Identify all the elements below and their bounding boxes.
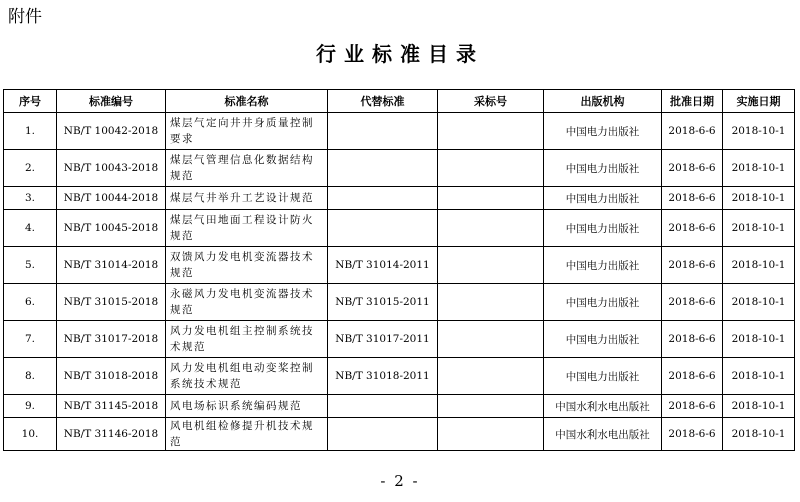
adopted-number xyxy=(438,395,544,418)
replaced-standard: NB/T 31017-2011 xyxy=(328,321,438,358)
standard-code: NB/T 10042-2018 xyxy=(57,113,166,150)
row-index: 2. xyxy=(4,150,57,187)
adopted-number xyxy=(438,418,544,451)
effective-date: 2018-10-1 xyxy=(723,395,795,418)
col-header-approval-date: 批准日期 xyxy=(662,90,723,113)
standard-name: 风力发电机组主控制系统技术规范 xyxy=(166,321,328,358)
attachment-label: 附件 xyxy=(8,7,42,27)
table-row xyxy=(4,150,795,187)
standard-name: 双馈风力发电机变流器技术规范 xyxy=(166,247,328,284)
replaced-standard: NB/T 31018-2011 xyxy=(328,358,438,395)
standard-name: 风力发电机组电动变桨控制系统技术规范 xyxy=(166,358,328,395)
standard-code: NB/T 31018-2018 xyxy=(57,358,166,395)
approval-date: 2018-6-6 xyxy=(662,321,723,358)
table-header-row xyxy=(4,90,795,113)
standard-code: NB/T 31015-2018 xyxy=(57,284,166,321)
col-header-name: 标准名称 xyxy=(166,90,328,113)
publisher: 中国电力出版社 xyxy=(544,113,662,150)
col-header-code: 标准编号 xyxy=(57,90,166,113)
col-header-replaces: 代替标准 xyxy=(328,90,438,113)
standard-code: NB/T 10044-2018 xyxy=(57,187,166,210)
row-index: 3. xyxy=(4,187,57,210)
table-row xyxy=(4,321,795,358)
approval-date: 2018-6-6 xyxy=(662,150,723,187)
adopted-number xyxy=(438,113,544,150)
replaced-standard xyxy=(328,187,438,210)
effective-date: 2018-10-1 xyxy=(723,284,795,321)
table-row xyxy=(4,284,795,321)
publisher: 中国电力出版社 xyxy=(544,358,662,395)
standard-code: NB/T 31145-2018 xyxy=(57,395,166,418)
adopted-number xyxy=(438,284,544,321)
col-header-adopted: 采标号 xyxy=(438,90,544,113)
row-index: 4. xyxy=(4,210,57,247)
approval-date: 2018-6-6 xyxy=(662,284,723,321)
standard-name: 永磁风力发电机变流器技术规范 xyxy=(166,284,328,321)
row-index: 10. xyxy=(4,418,57,451)
approval-date: 2018-6-6 xyxy=(662,210,723,247)
effective-date: 2018-10-1 xyxy=(723,358,795,395)
row-index: 6. xyxy=(4,284,57,321)
replaced-standard xyxy=(328,150,438,187)
publisher: 中国电力出版社 xyxy=(544,150,662,187)
approval-date: 2018-6-6 xyxy=(662,247,723,284)
adopted-number xyxy=(438,150,544,187)
publisher: 中国电力出版社 xyxy=(544,247,662,284)
adopted-number xyxy=(438,358,544,395)
standard-code: NB/T 10043-2018 xyxy=(57,150,166,187)
adopted-number xyxy=(438,247,544,284)
adopted-number xyxy=(438,321,544,358)
standard-name: 风电场标识系统编码规范 xyxy=(166,395,328,418)
standard-name: 煤层气定向井井身质量控制要求 xyxy=(166,113,328,150)
table-row xyxy=(4,210,795,247)
replaced-standard: NB/T 31014-2011 xyxy=(328,247,438,284)
publisher: 中国电力出版社 xyxy=(544,284,662,321)
adopted-number xyxy=(438,210,544,247)
standard-code: NB/T 31146-2018 xyxy=(57,418,166,451)
row-index: 1. xyxy=(4,113,57,150)
col-header-publisher: 出版机构 xyxy=(544,90,662,113)
row-index: 9. xyxy=(4,395,57,418)
approval-date: 2018-6-6 xyxy=(662,358,723,395)
table-row xyxy=(4,358,795,395)
publisher: 中国电力出版社 xyxy=(544,321,662,358)
publisher: 中国电力出版社 xyxy=(544,187,662,210)
approval-date: 2018-6-6 xyxy=(662,187,723,210)
effective-date: 2018-10-1 xyxy=(723,187,795,210)
col-header-index: 序号 xyxy=(4,90,57,113)
table-row xyxy=(4,113,795,150)
table-row xyxy=(4,418,795,451)
replaced-standard xyxy=(328,210,438,247)
table-row xyxy=(4,247,795,284)
effective-date: 2018-10-1 xyxy=(723,321,795,358)
standard-name: 煤层气管理信息化数据结构规范 xyxy=(166,150,328,187)
publisher: 中国水利水电出版社 xyxy=(544,395,662,418)
adopted-number xyxy=(438,187,544,210)
col-header-effective-date: 实施日期 xyxy=(723,90,795,113)
row-index: 7. xyxy=(4,321,57,358)
effective-date: 2018-10-1 xyxy=(723,418,795,451)
publisher: 中国水利水电出版社 xyxy=(544,418,662,451)
standard-code: NB/T 10045-2018 xyxy=(57,210,166,247)
approval-date: 2018-6-6 xyxy=(662,395,723,418)
approval-date: 2018-6-6 xyxy=(662,418,723,451)
effective-date: 2018-10-1 xyxy=(723,113,795,150)
effective-date: 2018-10-1 xyxy=(723,247,795,284)
standard-code: NB/T 31014-2018 xyxy=(57,247,166,284)
standard-name: 煤层气田地面工程设计防火规范 xyxy=(166,210,328,247)
replaced-standard xyxy=(328,113,438,150)
standard-code: NB/T 31017-2018 xyxy=(57,321,166,358)
replaced-standard: NB/T 31015-2011 xyxy=(328,284,438,321)
replaced-standard xyxy=(328,395,438,418)
replaced-standard xyxy=(328,418,438,451)
approval-date: 2018-6-6 xyxy=(662,113,723,150)
effective-date: 2018-10-1 xyxy=(723,150,795,187)
standard-name: 风电机组检修提升机技术规范 xyxy=(166,418,328,451)
table-row xyxy=(4,395,795,418)
standard-name: 煤层气井举升工艺设计规范 xyxy=(166,187,328,210)
row-index: 8. xyxy=(4,358,57,395)
page-title: 行业标准目录 xyxy=(316,42,484,66)
page-number: - 2 - xyxy=(380,472,420,490)
effective-date: 2018-10-1 xyxy=(723,210,795,247)
row-index: 5. xyxy=(4,247,57,284)
standards-table xyxy=(3,89,795,451)
table-row xyxy=(4,187,795,210)
publisher: 中国电力出版社 xyxy=(544,210,662,247)
